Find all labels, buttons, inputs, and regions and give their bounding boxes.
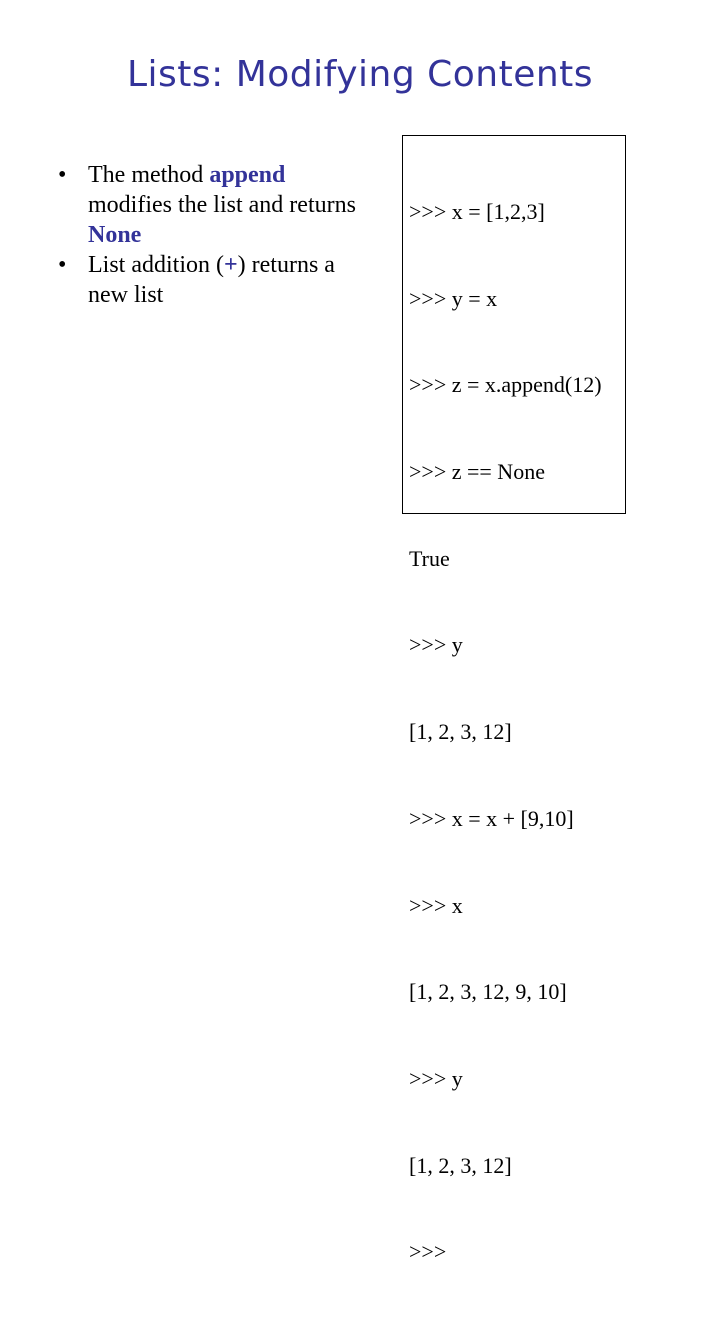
bullet-text: List addition ( (88, 252, 224, 278)
code-line: >>> y (409, 632, 463, 658)
keyword-plus: + (223, 252, 238, 278)
code-line: >>> (409, 1239, 447, 1265)
keyword-none: None (88, 222, 142, 248)
bullet-item (58, 250, 358, 310)
code-line: [1, 2, 3, 12, 9, 10] (409, 979, 567, 1005)
code-line: [1, 2, 3, 12] (409, 719, 512, 745)
code-line: >>> z == None (409, 458, 545, 484)
bullet-text: The method (88, 162, 210, 188)
keyword-append: append (209, 162, 286, 188)
bullet-dot: • (58, 162, 67, 188)
bullet-list (58, 160, 358, 310)
code-line: >>> y = x (409, 285, 498, 311)
code-line: [1, 2, 3, 12] (409, 1152, 512, 1178)
code-line: >>> x = x + [9,10] (409, 805, 574, 831)
code-line: >>> x (409, 892, 463, 918)
slide-title: Lists: Modifying Contents (126, 54, 594, 95)
code-line: >>> x = [1,2,3] (409, 198, 545, 224)
bullet-text: modifies the list and returns (88, 192, 356, 218)
code-line: >>> y (409, 1066, 463, 1091)
code-line: >>> z = x.append(12) (409, 372, 602, 398)
code-example-box (402, 135, 626, 1265)
bullet-text: ) returns a new list (88, 252, 335, 308)
bullet-dot: • (58, 252, 67, 278)
bullet-item (58, 160, 358, 250)
code-line: True (409, 545, 450, 571)
